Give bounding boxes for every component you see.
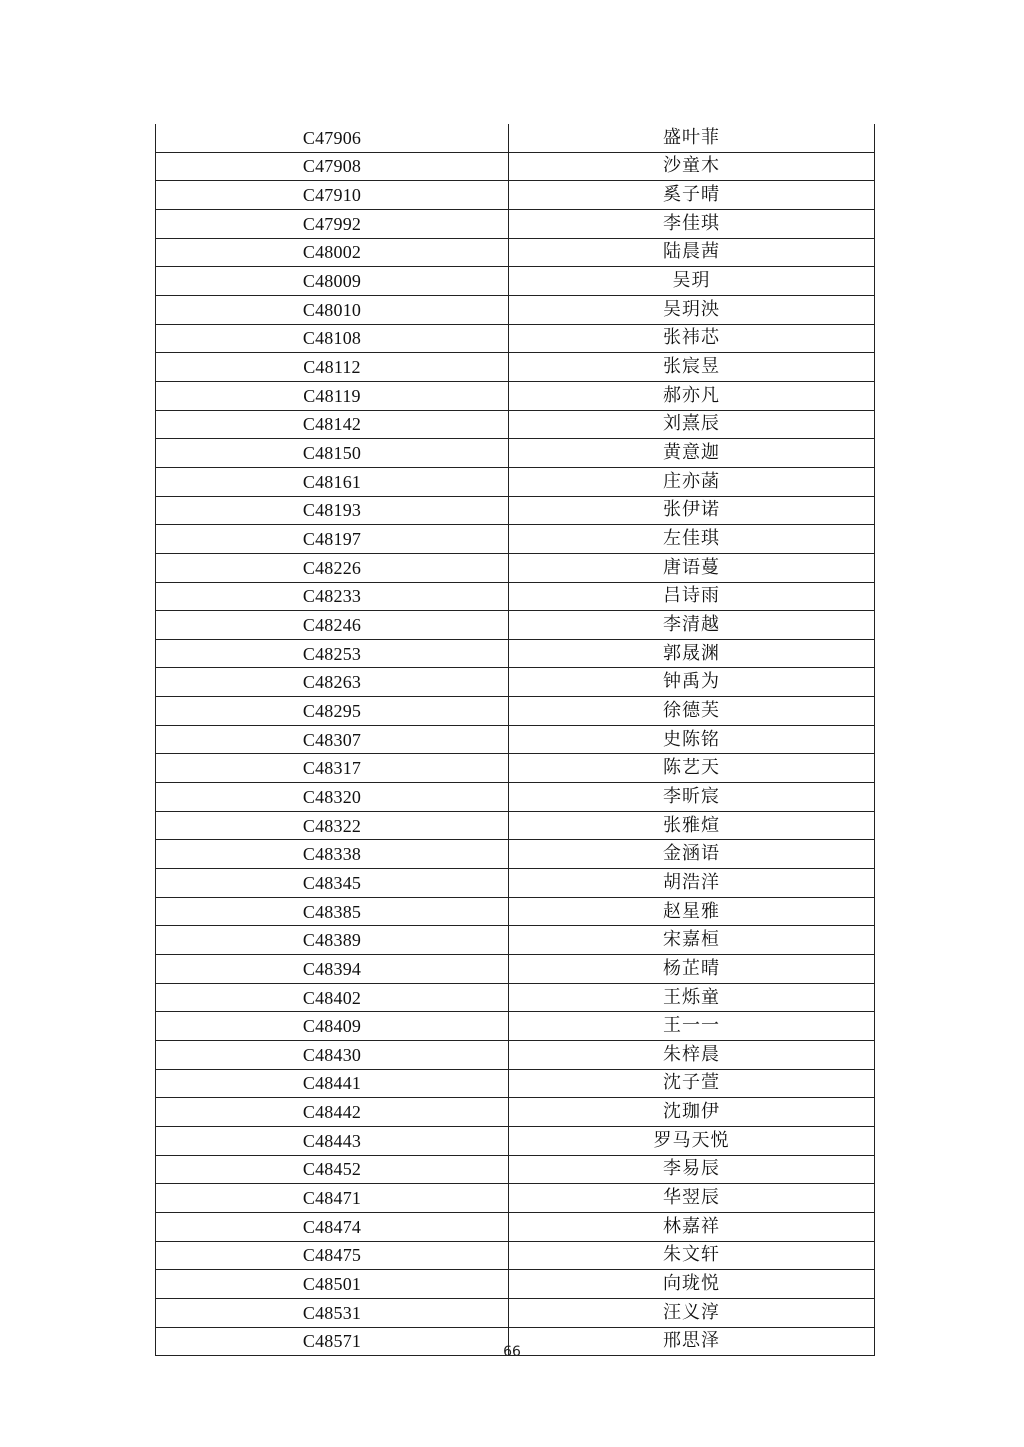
- candidate-id-cell: C48161: [156, 467, 509, 496]
- candidate-name-cell: 吴玥泱: [509, 295, 875, 324]
- page-number: 66: [503, 1344, 521, 1360]
- candidate-id-cell: C48531: [156, 1298, 509, 1327]
- table-row: [156, 754, 875, 783]
- candidate-id-cell: C48452: [156, 1155, 509, 1184]
- candidate-id-cell: C48389: [156, 926, 509, 955]
- candidate-name-cell: 华翌辰: [509, 1184, 875, 1213]
- candidate-id-cell: C48150: [156, 439, 509, 468]
- table-row: [156, 955, 875, 984]
- candidate-name-cell: 郭晟渊: [509, 639, 875, 668]
- candidate-id-cell: C48142: [156, 410, 509, 439]
- candidate-name-cell: 庄亦菡: [509, 467, 875, 496]
- candidate-id-cell: C47906: [156, 124, 509, 152]
- table-row: [156, 295, 875, 324]
- table-row: [156, 152, 875, 181]
- table-row: [156, 1126, 875, 1155]
- candidate-name-cell: 沙童木: [509, 152, 875, 181]
- candidate-name-cell: 朱梓晨: [509, 1041, 875, 1070]
- roster-table: [155, 124, 875, 1356]
- candidate-name-cell: 杨芷晴: [509, 955, 875, 984]
- table-row: [156, 1270, 875, 1299]
- candidate-name-cell: 吴玥: [509, 267, 875, 296]
- candidate-id-cell: C48385: [156, 897, 509, 926]
- candidate-id-cell: C48441: [156, 1069, 509, 1098]
- candidate-id-cell: C47992: [156, 209, 509, 238]
- candidate-id-cell: C48430: [156, 1041, 509, 1070]
- candidate-id-cell: C48295: [156, 697, 509, 726]
- candidate-id-cell: C48571: [156, 1327, 509, 1356]
- table-row: [156, 811, 875, 840]
- candidate-id-cell: C48471: [156, 1184, 509, 1213]
- candidate-name-cell: 李昕宸: [509, 783, 875, 812]
- candidate-id-cell: C47910: [156, 181, 509, 210]
- candidate-id-cell: C48002: [156, 238, 509, 267]
- candidate-name-cell: 李清越: [509, 611, 875, 640]
- table-row: [156, 783, 875, 812]
- table-row: [156, 582, 875, 611]
- candidate-name-cell: 向珑悦: [509, 1270, 875, 1299]
- table-row: [156, 1012, 875, 1041]
- candidate-name-cell: 郝亦凡: [509, 381, 875, 410]
- candidate-id-cell: C48253: [156, 639, 509, 668]
- table-row: [156, 467, 875, 496]
- table-row: [156, 353, 875, 382]
- candidate-id-cell: C48246: [156, 611, 509, 640]
- candidate-name-cell: 徐德芙: [509, 697, 875, 726]
- table-row: [156, 668, 875, 697]
- candidate-name-cell: 汪义淳: [509, 1298, 875, 1327]
- table-row: [156, 926, 875, 955]
- candidate-name-cell: 沈子萱: [509, 1069, 875, 1098]
- candidate-id-cell: C48475: [156, 1241, 509, 1270]
- candidate-id-cell: C48409: [156, 1012, 509, 1041]
- table-row: [156, 1184, 875, 1213]
- candidate-id-cell: C48193: [156, 496, 509, 525]
- table-row: [156, 209, 875, 238]
- table-row: [156, 697, 875, 726]
- candidate-id-cell: C47908: [156, 152, 509, 181]
- candidate-name-cell: 赵星雅: [509, 897, 875, 926]
- candidate-name-cell: 吕诗雨: [509, 582, 875, 611]
- candidate-name-cell: 金涵语: [509, 840, 875, 869]
- candidate-name-cell: 李易辰: [509, 1155, 875, 1184]
- table-row: [156, 983, 875, 1012]
- candidate-id-cell: C48009: [156, 267, 509, 296]
- table-row: [156, 1098, 875, 1127]
- table-row: [156, 1241, 875, 1270]
- roster-table-container: [155, 124, 874, 1356]
- table-row: [156, 324, 875, 353]
- table-row: [156, 553, 875, 582]
- candidate-id-cell: C48345: [156, 869, 509, 898]
- table-row: [156, 496, 875, 525]
- table-row: [156, 124, 875, 152]
- candidate-name-cell: 张宸昱: [509, 353, 875, 382]
- candidate-id-cell: C48322: [156, 811, 509, 840]
- table-row: [156, 181, 875, 210]
- candidate-name-cell: 沈珈伊: [509, 1098, 875, 1127]
- candidate-name-cell: 左佳琪: [509, 525, 875, 554]
- table-row: [156, 869, 875, 898]
- candidate-name-cell: 张祎芯: [509, 324, 875, 353]
- candidate-id-cell: C48443: [156, 1126, 509, 1155]
- candidate-id-cell: C48112: [156, 353, 509, 382]
- candidate-name-cell: 王一一: [509, 1012, 875, 1041]
- candidate-name-cell: 林嘉祥: [509, 1212, 875, 1241]
- table-row: [156, 897, 875, 926]
- table-row: [156, 381, 875, 410]
- candidate-name-cell: 朱文轩: [509, 1241, 875, 1270]
- table-row: [156, 840, 875, 869]
- candidate-name-cell: 钟禹为: [509, 668, 875, 697]
- table-row: [156, 1069, 875, 1098]
- table-row: [156, 1155, 875, 1184]
- table-row: [156, 725, 875, 754]
- candidate-id-cell: C48108: [156, 324, 509, 353]
- candidate-id-cell: C48263: [156, 668, 509, 697]
- candidate-id-cell: C48307: [156, 725, 509, 754]
- candidate-id-cell: C48394: [156, 955, 509, 984]
- candidate-name-cell: 唐语蔓: [509, 553, 875, 582]
- candidate-name-cell: 陈艺天: [509, 754, 875, 783]
- candidate-id-cell: C48317: [156, 754, 509, 783]
- candidate-name-cell: 王烁童: [509, 983, 875, 1012]
- candidate-id-cell: C48226: [156, 553, 509, 582]
- candidate-name-cell: 张雅煊: [509, 811, 875, 840]
- candidate-name-cell: 刘熹辰: [509, 410, 875, 439]
- candidate-id-cell: C48402: [156, 983, 509, 1012]
- candidate-name-cell: 邢思泽: [509, 1327, 875, 1356]
- candidate-name-cell: 李佳琪: [509, 209, 875, 238]
- candidate-id-cell: C48233: [156, 582, 509, 611]
- candidate-id-cell: C48501: [156, 1270, 509, 1299]
- candidate-id-cell: C48442: [156, 1098, 509, 1127]
- candidate-id-cell: C48320: [156, 783, 509, 812]
- candidate-name-cell: 张伊诺: [509, 496, 875, 525]
- candidate-name-cell: 史陈铭: [509, 725, 875, 754]
- table-row: [156, 410, 875, 439]
- roster-table-body: [156, 124, 875, 1356]
- candidate-id-cell: C48197: [156, 525, 509, 554]
- candidate-id-cell: C48119: [156, 381, 509, 410]
- candidate-name-cell: 奚子晴: [509, 181, 875, 210]
- candidate-name-cell: 陆晨茜: [509, 238, 875, 267]
- table-row: [156, 1041, 875, 1070]
- table-row: [156, 639, 875, 668]
- table-row: [156, 611, 875, 640]
- table-row: [156, 1298, 875, 1327]
- candidate-name-cell: 胡浩洋: [509, 869, 875, 898]
- table-row: [156, 525, 875, 554]
- table-row: [156, 1212, 875, 1241]
- candidate-name-cell: 盛叶菲: [509, 124, 875, 152]
- candidate-id-cell: C48010: [156, 295, 509, 324]
- candidate-name-cell: 罗马天悦: [509, 1126, 875, 1155]
- candidate-id-cell: C48338: [156, 840, 509, 869]
- candidate-name-cell: 宋嘉桓: [509, 926, 875, 955]
- table-row: [156, 238, 875, 267]
- table-row: [156, 267, 875, 296]
- candidate-name-cell: 黄意迦: [509, 439, 875, 468]
- candidate-id-cell: C48474: [156, 1212, 509, 1241]
- table-row: [156, 439, 875, 468]
